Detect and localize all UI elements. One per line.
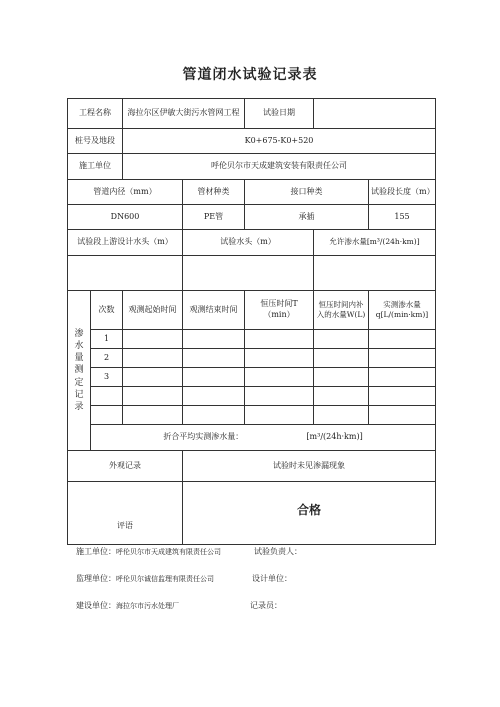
section-length-header: 试验段长度（m） [369,180,436,205]
constant-time-header: 恒压时间T（min） [245,291,314,330]
head-header-row [68,230,436,256]
table-row [68,406,436,425]
project-name-value: 海拉尔区伊敏大街污水管网工程 [123,99,245,129]
pipe-header-row [68,180,436,205]
evaluation-row [68,482,436,545]
contractor-label: 施工单位 [68,154,123,180]
end-time-header: 观测结束时间 [183,291,245,330]
project-name-row [68,99,436,129]
seepage-section-label: 渗 水 量 测 定 记 录 [68,291,91,451]
signature-row-contractor: 施工单位：呼伦贝尔市天成建筑有限责任公司 [76,547,221,556]
station-row [68,129,436,154]
contractor-value: 呼伦贝尔市天成建筑安装有限责任公司 [123,154,436,180]
allowed-seepage-value [314,256,436,291]
project-name-label: 工程名称 [68,99,123,129]
pipe-value-row [68,205,436,230]
section-length-value: 155 [369,205,436,230]
pipe-material-value: PE管 [183,205,245,230]
table-row [68,330,436,349]
count-header: 次数 [91,291,123,330]
head-value-row [68,256,436,291]
signature-designer: 设计单位： [252,574,292,583]
average-seepage-row [68,425,436,451]
evaluation-value: 合格 [183,482,436,545]
allowed-seepage-header: 允许渗水量[m³/(24h·km)] [314,230,436,256]
row-count: 2 [91,349,123,368]
measured-seepage-header: 实测渗水量q[L/(min·km)] [369,291,436,330]
appearance-value: 试验时未见渗漏现象 [183,451,436,482]
signature-recorder: 记录员： [250,601,282,610]
evaluation-label: 评语 [68,482,183,545]
test-record-table [67,98,436,545]
test-head-header: 试验水头（m） [183,230,314,256]
seepage-header-row [68,291,436,330]
appearance-row [68,451,436,482]
start-time-header: 观测起始时间 [123,291,183,330]
design-head-value [68,256,183,291]
table-row [68,368,436,387]
pipe-material-header: 管材种类 [183,180,245,205]
average-seepage-cell [91,425,436,451]
pipe-diameter-header: 管道内径（mm） [68,180,183,205]
row-count: 3 [91,368,123,387]
row-count: 1 [91,330,123,349]
design-head-header: 试验段上游设计水头（m） [68,230,183,256]
signature-row-owner: 建设单位：海拉尔市污水处理厂 [76,601,179,610]
test-date-label: 试验日期 [245,99,314,129]
contractor-row [68,154,436,180]
table-row [68,349,436,368]
station-label: 桩号及地段 [68,129,123,154]
average-seepage-label: 折合平均实测渗水量： [163,432,244,442]
appearance-label: 外观记录 [68,451,183,482]
page-title: 管道闭水试验记录表 [182,67,318,83]
station-value: K0+675-K0+520 [123,129,436,154]
table-row [68,387,436,406]
joint-type-value: 承插 [245,205,369,230]
test-date-value [314,99,436,129]
signature-test-leader: 试验负责人： [254,547,302,556]
row-count [91,406,123,425]
pipe-diameter-value: DN600 [68,205,183,230]
row-count [91,387,123,406]
joint-type-header: 接口种类 [245,180,369,205]
signature-row-supervisor: 监理单位：呼伦贝尔诚信监理有限责任公司 [76,574,214,583]
added-water-header: 恒压时间内补入的水量W(L) [314,291,369,330]
average-seepage-unit: [m³/(24h·km)] [306,432,363,442]
test-head-value [183,256,314,291]
